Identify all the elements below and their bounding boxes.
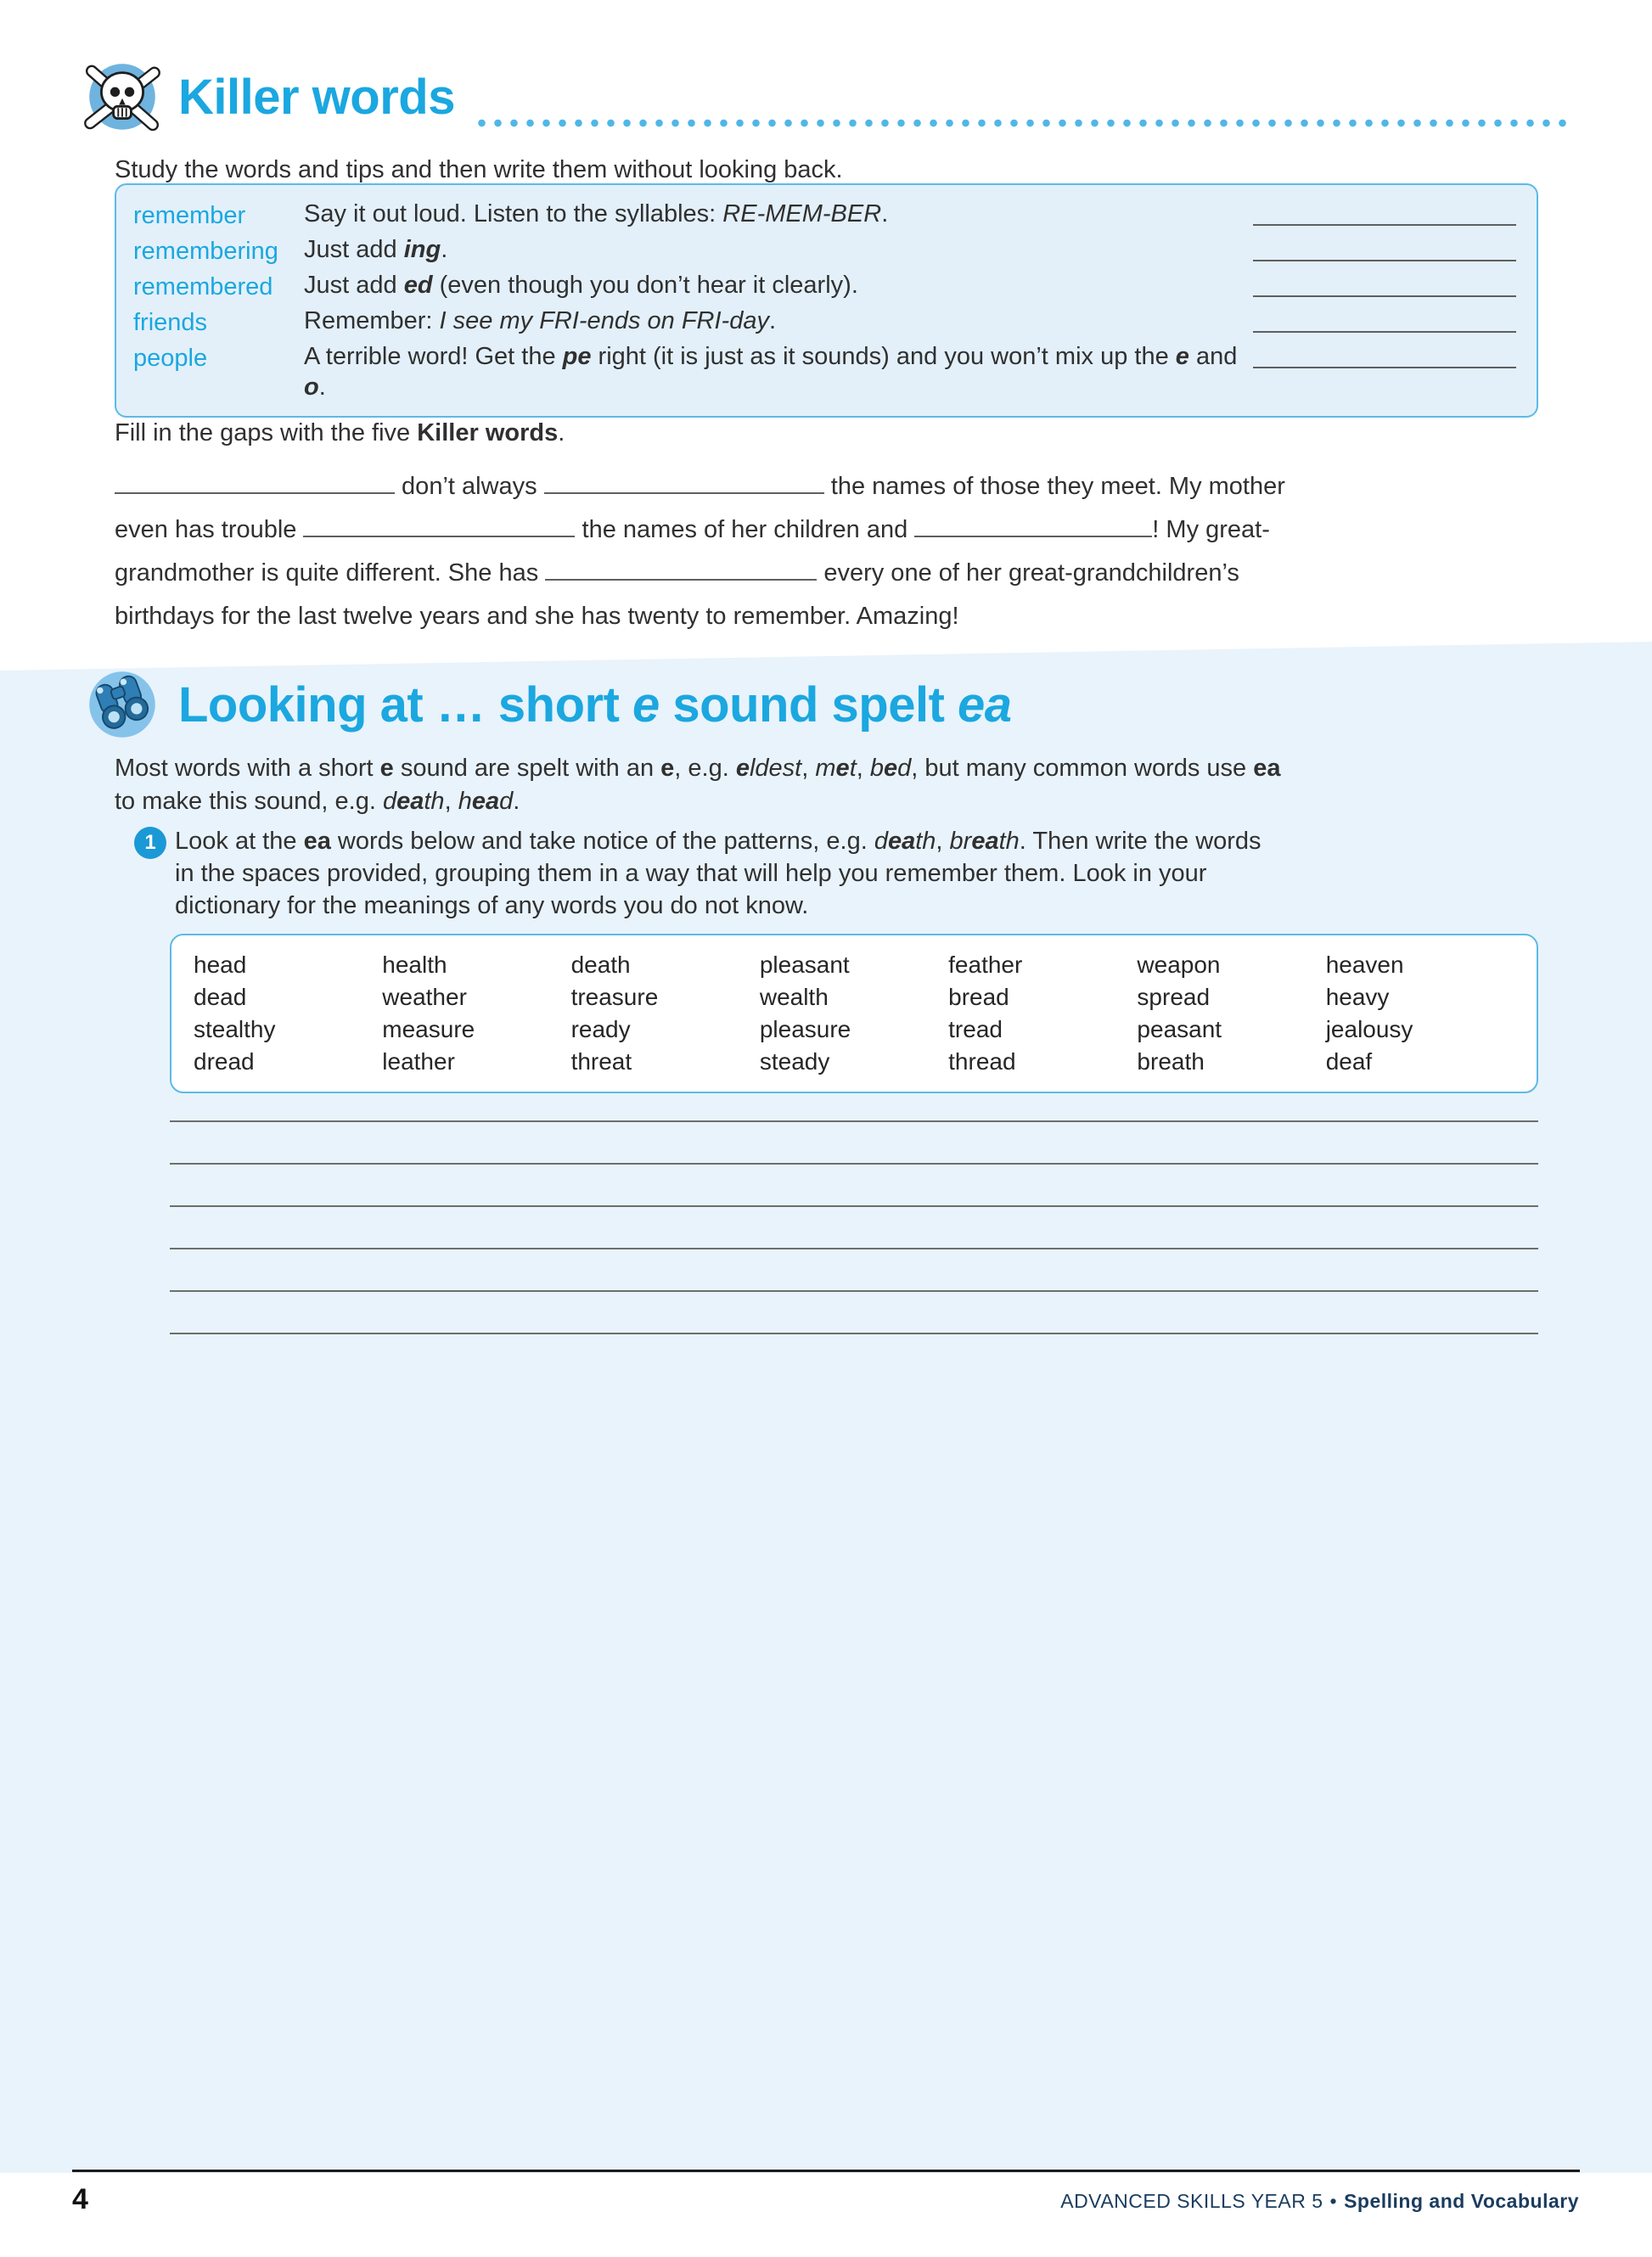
writing-line (170, 1333, 1538, 1334)
text-segment: e (660, 755, 675, 782)
text-segment: ea (471, 788, 500, 815)
text-segment: and (1188, 343, 1238, 370)
text-segment: even has trouble (115, 516, 304, 543)
writing-line (170, 1290, 1538, 1292)
text-segment: d (874, 828, 888, 855)
text-segment: Most words with a short (115, 755, 380, 782)
page-number: 4 (72, 2183, 88, 2215)
killer-word-tip (304, 341, 1239, 402)
killer-word: remembering (133, 238, 278, 265)
word-item: jealousy (1325, 1016, 1413, 1042)
text-segment: . (513, 788, 520, 815)
text-segment: , (801, 755, 816, 782)
killer-word-row (133, 268, 1516, 304)
text-segment: in the spaces provided, grouping them in a way that will help you remember them. Look in your (175, 860, 1207, 887)
writing-line (170, 1205, 1538, 1207)
text-segment: . (558, 419, 565, 446)
text-segment: , but many common words use (911, 755, 1254, 782)
text-segment: grandmother is quite different. She has (115, 559, 546, 587)
text-segment: d (499, 788, 514, 815)
word-item: treasure (570, 984, 659, 1010)
word-item: pleasure (759, 1016, 851, 1042)
killer-words-title: Killer words (178, 69, 455, 125)
text-segment: ea (396, 788, 424, 815)
word-item: weather (382, 984, 467, 1010)
text-segment: . (768, 307, 777, 334)
text-segment: ldest (749, 755, 802, 782)
text-segment: br (949, 828, 972, 855)
answer-blank (544, 472, 824, 494)
writing-line (170, 1120, 1538, 1122)
text-segment: ed (403, 272, 433, 299)
killer-word: friends (133, 309, 208, 336)
text-segment: h (458, 788, 472, 815)
text-segment: ea (887, 828, 916, 855)
killer-word-row (133, 304, 1516, 340)
text-segment: sound spelt (659, 677, 958, 733)
word-item: measure (382, 1016, 475, 1042)
text-segment: , (444, 788, 458, 815)
text-segment: th (424, 788, 445, 815)
text-segment: o (304, 373, 319, 401)
killer-word-tip (304, 306, 1239, 336)
word-item: pleasant (759, 952, 850, 978)
word-item: ready (570, 1016, 631, 1042)
word-list-box (170, 934, 1538, 1093)
writing-line (170, 1248, 1538, 1249)
question-text (175, 825, 1540, 922)
text-segment: . (318, 373, 326, 401)
word-item: weapon (1137, 952, 1221, 978)
word-item: steady (759, 1048, 830, 1075)
text-segment: Remember: (304, 307, 440, 334)
word-item: head (194, 952, 247, 978)
text-segment: ea (958, 677, 1012, 733)
footer-separator: • (1329, 2190, 1338, 2212)
looking-at-title (178, 677, 1012, 733)
text-segment: . (441, 236, 448, 263)
text-segment: sound are spelt with an (393, 755, 661, 782)
text-segment: Fill in the gaps with the five (115, 419, 418, 446)
text-segment: e (884, 755, 898, 782)
text-segment: Just add (304, 236, 404, 263)
text-segment: the names of her children and (575, 516, 915, 543)
gap-fill-paragraph (115, 465, 1538, 638)
answer-line (1253, 341, 1516, 368)
word-item: health (382, 952, 447, 978)
killer-word: people (133, 345, 208, 372)
text-segment: d (382, 788, 397, 815)
binoculars-icon (78, 660, 166, 749)
text-segment: dictionary for the meanings of any words you do not know. (175, 892, 809, 919)
footer-text (1060, 2190, 1579, 2213)
text-segment: m (815, 755, 836, 782)
writing-lines (170, 1120, 1538, 1375)
text-segment: Looking at … short (178, 677, 633, 733)
word-item: dead (194, 984, 247, 1010)
text-segment: words below and take notice of the patterns, e.g. (330, 828, 874, 855)
text-segment: birthdays for the last twelve years and she has twenty to remember. Amazing! (115, 603, 959, 630)
text-segment: don’t always (395, 473, 544, 500)
text-segment: , (856, 755, 870, 782)
killer-word-row (133, 197, 1516, 233)
word-item: breath (1137, 1048, 1205, 1075)
word-item: feather (948, 952, 1023, 978)
word-item: stealthy (194, 1016, 276, 1042)
word-item: tread (948, 1016, 1003, 1042)
word-item: spread (1137, 984, 1211, 1010)
killer-word-tip (304, 199, 1239, 229)
word-item: wealth (759, 984, 829, 1010)
killer-words-header (78, 53, 1579, 141)
text-segment: . Then write the words (1019, 828, 1261, 855)
text-segment: (even though you don’t hear it clearly). (432, 272, 858, 299)
text-segment: d (897, 755, 912, 782)
text-segment: right (it is just as it sounds) and you won’t mix up the (591, 343, 1176, 370)
text-segment: . (881, 200, 889, 227)
killer-word-row (133, 340, 1516, 404)
killer-word: remembered (133, 273, 273, 300)
skull-crossbones-icon (78, 53, 166, 141)
text-segment: Just add (304, 272, 404, 299)
killer-word-tip (304, 234, 1239, 265)
word-item: peasant (1137, 1016, 1222, 1042)
word-item: bread (948, 984, 1009, 1010)
answer-line (1253, 306, 1516, 333)
text-segment: the names of those they meet. My mother (823, 473, 1285, 500)
text-segment: e (379, 755, 394, 782)
answer-blank (115, 472, 395, 494)
killer-words-table (115, 183, 1538, 418)
dotted-leader (474, 119, 1574, 127)
word-item: heavy (1325, 984, 1390, 1010)
text-segment: e (835, 755, 850, 782)
question-number-badge: 1 (134, 827, 166, 859)
text-segment: A terrible word! Get the (304, 343, 563, 370)
text-segment: ing (403, 236, 441, 263)
text-segment: RE-MEM-BER (722, 200, 882, 227)
text-segment: th (915, 828, 936, 855)
text-segment: e (735, 755, 750, 782)
gap-fill-instruction (115, 419, 1538, 447)
text-segment: , (936, 828, 950, 855)
word-item: leather (382, 1048, 455, 1075)
killer-word-tip (304, 270, 1239, 300)
text-segment: b (869, 755, 885, 782)
word-item: dread (194, 1048, 255, 1075)
text-segment: e (1175, 343, 1189, 370)
answer-blank (914, 515, 1152, 537)
text-segment: ! My great- (1152, 516, 1270, 543)
footer-subject: Spelling and Vocabulary (1344, 2190, 1579, 2212)
looking-at-header (78, 660, 1012, 749)
text-segment: ea (971, 828, 999, 855)
text-segment: , e.g. (674, 755, 736, 782)
footer-series: ADVANCED SKILLS YEAR 5 (1060, 2190, 1323, 2212)
killer-word-row (133, 233, 1516, 268)
text-segment: to make this sound, e.g. (115, 788, 383, 815)
answer-line (1253, 270, 1516, 297)
word-item: deaf (1325, 1048, 1373, 1075)
footer-rule (72, 2170, 1580, 2172)
text-segment: Look at the (175, 828, 304, 855)
text-segment: Say it out loud. Listen to the syllables: (304, 200, 723, 227)
killer-word: remember (133, 202, 246, 229)
word-item: threat (570, 1048, 632, 1075)
word-item: heaven (1325, 952, 1404, 978)
text-segment: pe (562, 343, 592, 370)
text-segment: I see my FRI-ends on FRI-day (439, 307, 769, 334)
writing-line (170, 1163, 1538, 1165)
text-segment: t (849, 755, 857, 782)
answer-line (1253, 199, 1516, 226)
answer-line (1253, 234, 1516, 261)
text-segment: Killer words (417, 419, 559, 446)
answer-blank (545, 559, 817, 581)
word-item: death (570, 952, 631, 978)
word-item: thread (948, 1048, 1016, 1075)
text-segment: ea (303, 828, 331, 855)
text-segment: every one of her great-grandchildren’s (817, 559, 1239, 587)
text-segment: e (632, 677, 660, 733)
answer-blank (303, 515, 575, 537)
killer-intro: Study the words and tips and then write them without looking back. (115, 156, 843, 183)
looking-intro (115, 752, 1541, 818)
text-segment: th (998, 828, 1020, 855)
text-segment: ea (1253, 755, 1281, 782)
